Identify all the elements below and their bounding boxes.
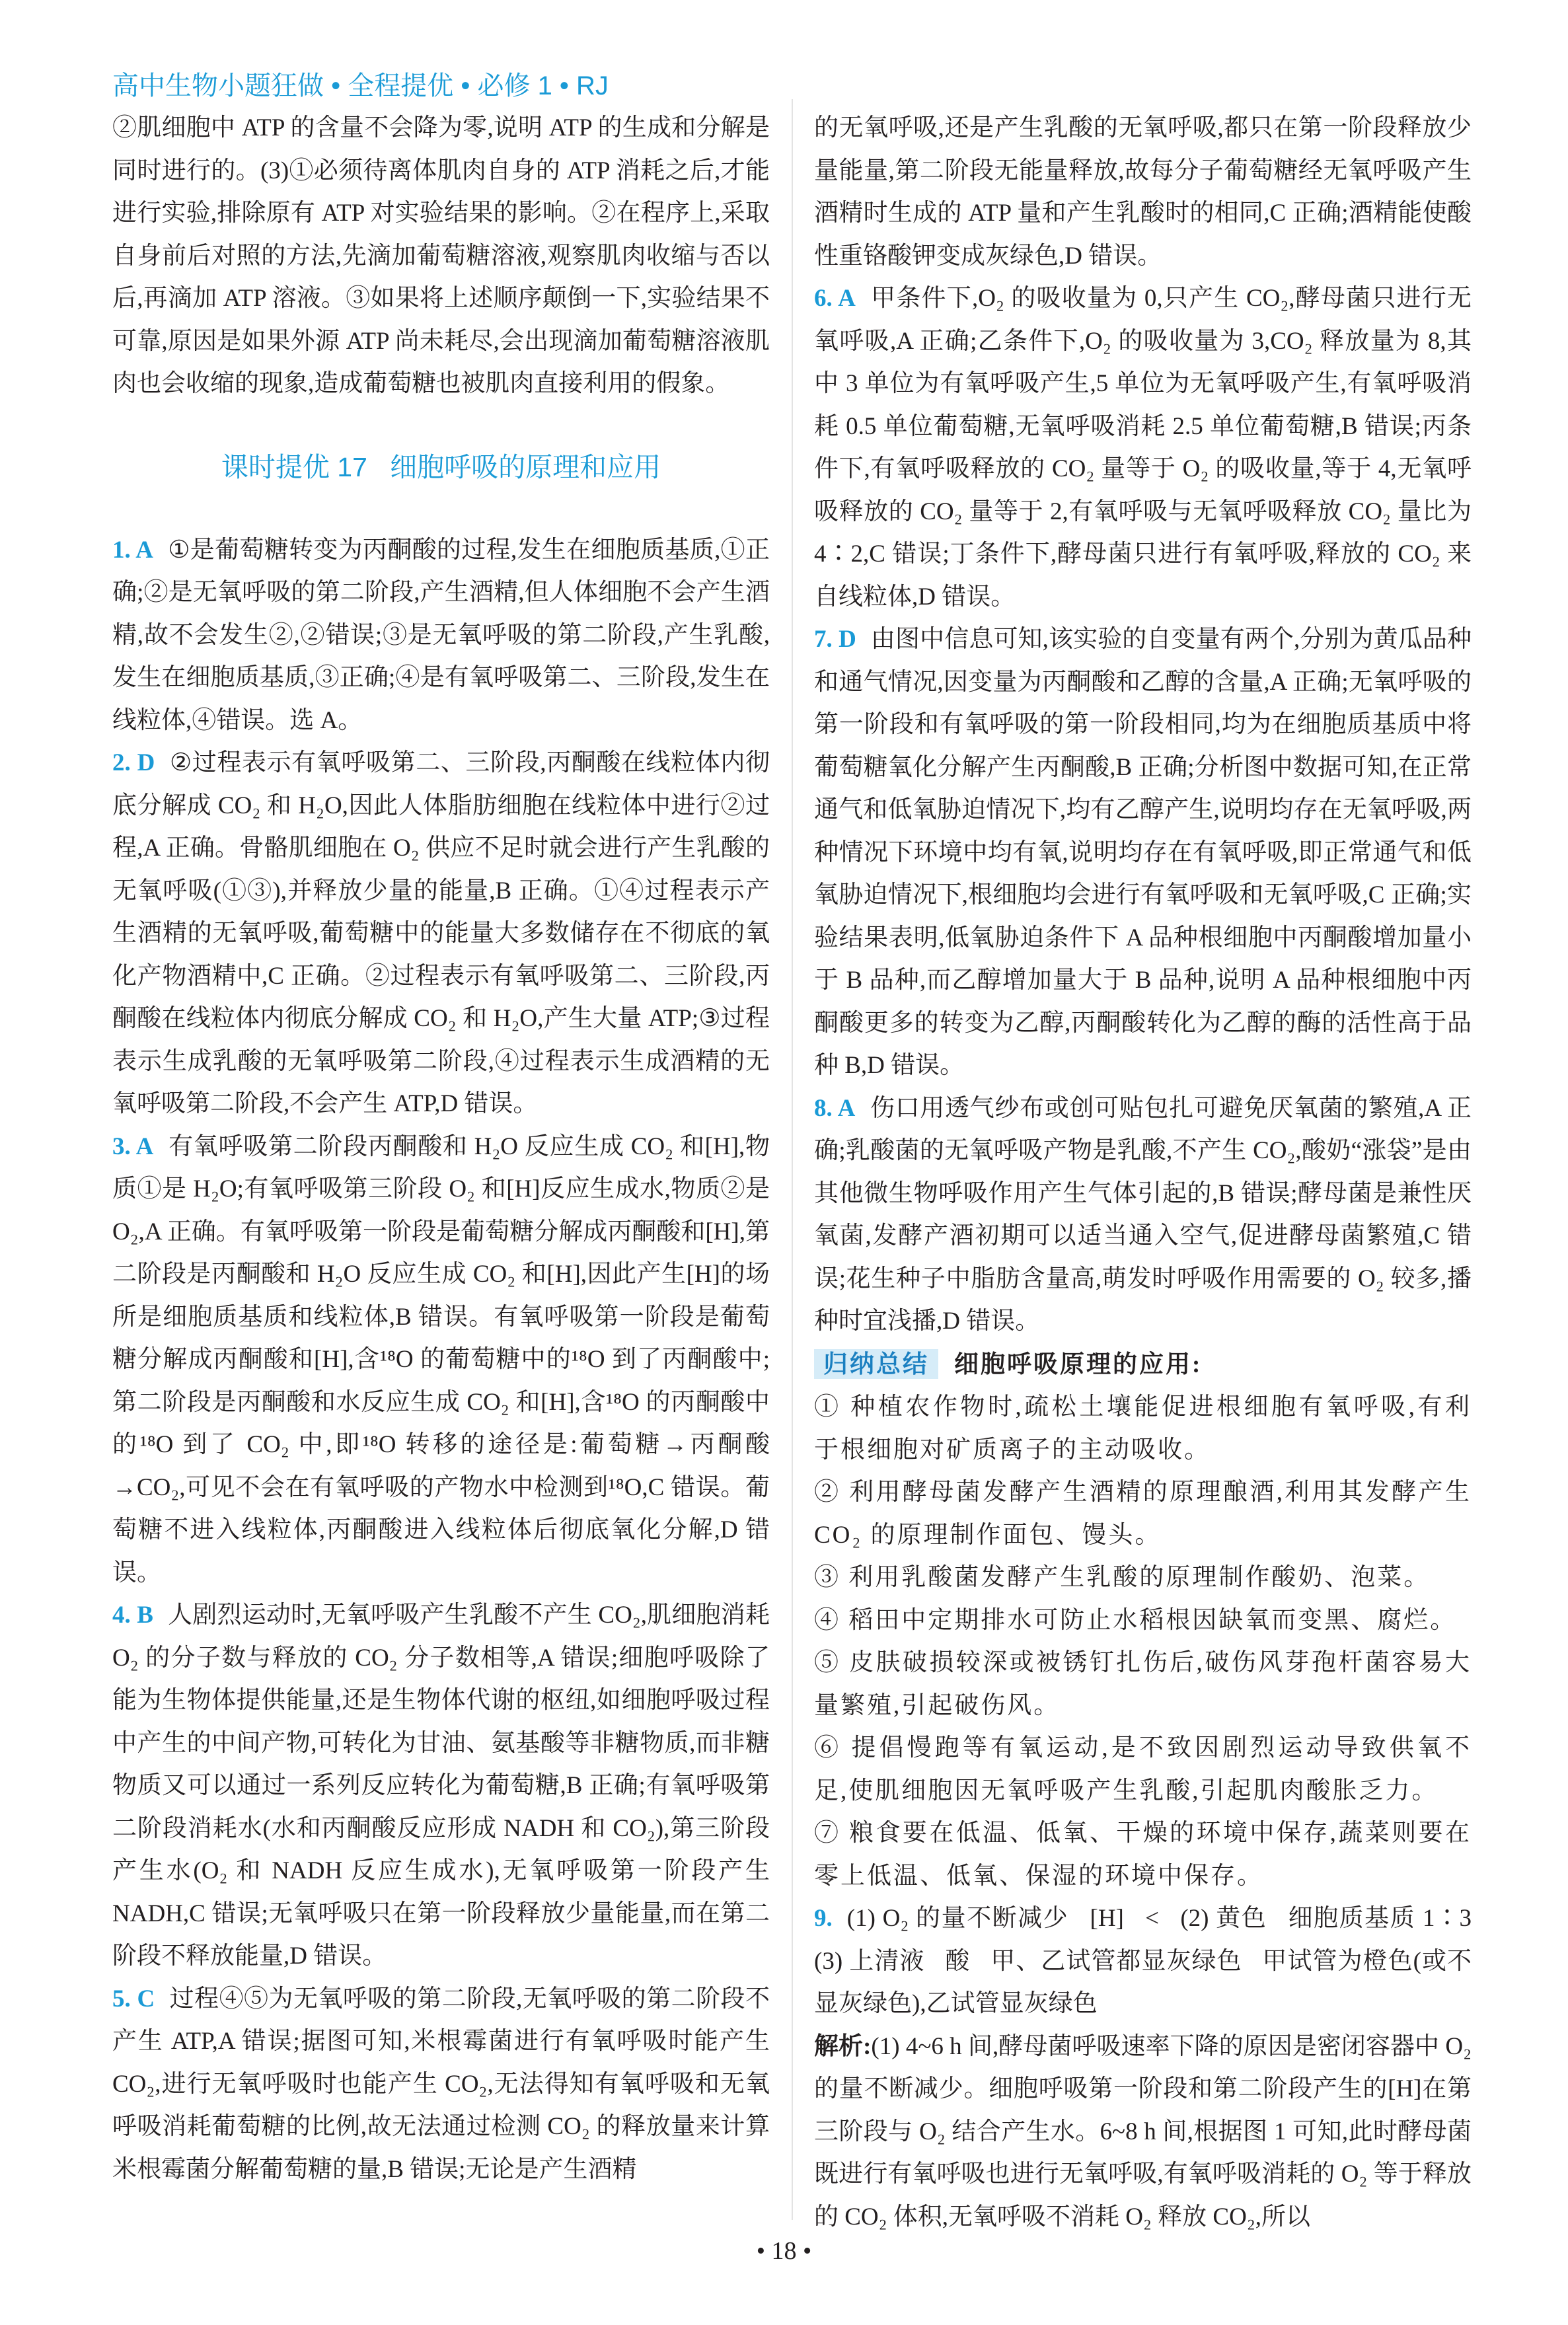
summary-heading xyxy=(814,1343,1472,1387)
summary-point: ① 种植农作物时,疏松土壤能促进根细胞有氧呼吸,有利于根细胞对矿质离子的主动吸收。 xyxy=(814,1393,1472,1463)
answer-label: 1. A xyxy=(112,536,153,564)
analysis-text: (1) 4~6 h 间,酵母菌呼吸速率下降的原因是密闭容器中 O₂ 的量不断减少。细胞呼吸第一阶段和第二阶段产生的[H]在第三阶段与 O₂ 结合产生水。6~8 h 间,根据图 1 可知,此时酵母菌既进行有氧呼吸也进行无氧呼吸,有氧呼吸消耗的 O₂ 等于释放的 CO₂ 体积,无氧呼吸不消耗 O₂ 释放 CO₂,所以 xyxy=(814,2032,1472,2231)
answer-item-9 xyxy=(814,1898,1484,2026)
answer-label: 8. A xyxy=(814,1094,856,1122)
summary-title: 细胞呼吸原理的应用: xyxy=(954,1350,1203,1378)
answer-label: 3. A xyxy=(112,1132,154,1160)
series-header: 高中生物小题狂做 • 全程提优 • 必修 1 • RJ xyxy=(112,71,609,100)
answer-label: 4. B xyxy=(112,1602,153,1629)
answer-item xyxy=(814,277,1472,618)
answer-text: 由图中信息可知,该实验的自变量有两个,分别为黄瓜品种和通气情况,因变量为丙酮酸和乙醇的含量,A 正确;无氧呼吸的第一阶段和有氧呼吸的第一阶段相同,均为在细胞质基质中将葡萄糖氧化分解产生丙酮酸,B 正确;分析图中数据可知,在正常通气和低氧胁迫情况下,均有乙醇产生,说明均存在无氧呼吸,两种情况下环境中均有氧,说明均存在有氧呼吸,即正常通气和低氧胁迫情况下,根细胞均会进行有氧呼吸和无氧呼吸,C 正确;实验结果表明,低氧胁迫条件下 A 品种根细胞中丙酮酸增加量小于 B 品种,而乙醇增加量大于 B 品种,说明 A 品种根细胞中丙酮酸更多的转变为乙醇,丙酮酸转化为乙醇的酶的活性高于品种 B,D 错误。 xyxy=(814,626,1472,1079)
page-number: • 18 • xyxy=(756,2237,812,2265)
column-divider xyxy=(792,99,793,2220)
analysis-label: 解析: xyxy=(814,2032,872,2060)
summary-point: ④ 稻田中定期排水可防止水稻根因缺氧而变黑、腐烂。 xyxy=(814,1606,1457,1634)
answer-text: ②过程表示有氧呼吸第二、三阶段,丙酮酸在线粒体内彻底分解成 CO₂ 和 H₂O,因此人体脂肪细胞在线粒体中进行②过程,A 正确。骨骼肌细胞在 O₂ 供应不足时就会进行产生乳酸的无氧呼吸(①③),并释放少量的能量,B 正确。①④过程表示产生酒精的无氧呼吸,葡萄糖中的能量大多数储存在不彻底的氧化产物酒精中,C 正确。②过程表示有氧呼吸第二、三阶段,丙酮酸在线粒体内彻底分解成 CO₂ 和 H₂O,产生大量 ATP;③过程表示生成乳酸的无氧呼吸第二阶段,④过程表示生成酒精的无氧呼吸第二阶段,不会产生 ATP,D 错误。 xyxy=(112,749,770,1117)
answer-item-continued: 的无氧呼吸,还是产生乳酸的无氧呼吸,都只在第一阶段释放少量能量,第二阶段无能量释放,故每分子葡萄糖经无氧呼吸产生酒精时生成的 ATP 量和产生乳酸时的相同,C 正确;酒精能使酸性重铬酸钾变成灰绿色,D 错误。 xyxy=(814,114,1472,270)
answer-text: 有氧呼吸第二阶段丙酮酸和 H₂O 反应生成 CO₂ 和[H],物质①是 H₂O;有氧呼吸第三阶段 O₂ 和[H]反应生成水,物质②是 O₂,A 正确。有氧呼吸第一阶段是葡萄糖分解成丙酮酸和[H],第二阶段是丙酮酸和 H₂O 反应生成 CO₂ 和[H],因此产生[H]的场所是细胞质基质和线粒体,B 错误。有氧呼吸第一阶段是葡萄糖分解成丙酮酸和[H],含¹⁸O 的葡萄糖中的¹⁸O 到了丙酮酸中;第二阶段是丙酮酸和水反应生成 CO₂ 和[H],含¹⁸O 的丙酮酸中的¹⁸O 到了 CO₂ 中,即¹⁸O 转移的途径是:葡萄糖→丙酮酸→CO₂,可见不会在有氧呼吸的产物水中检测到¹⁸O,C 错误。葡萄糖不进入线粒体,丙酮酸进入线粒体后彻底氧化分解,D 错误。 xyxy=(112,1132,770,1586)
summary-point: ② 利用酵母菌发酵产生酒精的原理酿酒,利用其发酵产生 CO₂ 的原理制作面包、馒头。 xyxy=(814,1479,1472,1549)
summary-point: ⑥ 提倡慢跑等有氧运动,是不致因剧烈运动导致供氧不足,使肌细胞因无氧呼吸产生乳酸,引起肌肉酸胀乏力。 xyxy=(814,1734,1472,1804)
answer-item xyxy=(112,529,770,743)
answer-item xyxy=(112,1978,770,2192)
answer-label: 5. C xyxy=(112,1985,155,2012)
answer-label: 9. xyxy=(814,1905,833,1932)
answer-text: ①是葡萄糖转变为丙酮酸的过程,发生在细胞质基质,①正确;②是无氧呼吸的第二阶段,产生酒精,但人体细胞不会产生酒精,故不会发生②,②错误;③是无氧呼吸的第二阶段,产生乳酸,发生在细胞质基质,③正确;④是有氧呼吸第二、三阶段,发生在线粒体,④错误。选 A。 xyxy=(112,536,770,734)
answer-item xyxy=(112,742,770,1126)
summary-tag: 归纳总结 xyxy=(814,1349,938,1379)
section-title: 课时提优 17 细胞呼吸的原理和应用 xyxy=(221,451,661,482)
summary-point: ③ 利用乳酸菌发酵产生乳酸的原理制作酸奶、泡菜。 xyxy=(814,1564,1431,1591)
left-column xyxy=(112,107,770,2191)
answer-item xyxy=(814,618,1472,1088)
summary-box xyxy=(814,1343,1472,1898)
answer-item xyxy=(814,1088,1472,1343)
answer-item xyxy=(112,1594,770,1978)
answer-text: 伤口用透气纱布或创可贴包扎可避免厌氧菌的繁殖,A 正确;乳酸菌的无氧呼吸产物是乳酸,不产生 CO₂,酸奶“涨袋”是由其他微生物呼吸作用产生气体引起的,B 错误;酵母菌是兼性厌氧菌,发酵产酒初期可以适当通入空气,促进酵母菌繁殖,C 错误;花生种子中脂肪含量高,萌发时呼吸作用需要的 O₂ 较多,播种时宜浅播,D 错误。 xyxy=(814,1094,1472,1335)
answer-text: (1) O₂ 的量不断减少 [H] < (2) 黄色 细胞质基质 1∶3 (3) 上清液 酸 甲、乙试管都显灰绿色 甲试管为橙色(或不显灰绿色),乙试管显灰绿色 xyxy=(814,1905,1484,2017)
answer-text: 人剧烈运动时,无氧呼吸产生乳酸不产生 CO₂,肌细胞消耗 O₂ 的分子数与释放的 CO₂ 分子数相等,A 错误;细胞呼吸除了能为生物体提供能量,还是生物体代谢的枢纽,如细胞呼吸过程中产生的中间产物,可转化为甘油、氨基酸等非糖物质,而非糖物质又可以通过一系列反应转化为葡萄糖,B 正确;有氧呼吸第二阶段消耗水(水和丙酮酸反应形成 NADH 和 CO₂),第三阶段产生水(O₂ 和 NADH 反应生成水),无氧呼吸第一阶段产生 NADH,C 错误;无氧呼吸只在第一阶段释放少量能量,而在第二阶段不释放能量,D 错误。 xyxy=(112,1602,770,1970)
summary-point: ⑦ 粮食要在低温、低氧、干燥的环境中保存,蔬菜则要在零上低温、低氧、保湿的环境中保存。 xyxy=(814,1820,1472,1890)
answer-text: 甲条件下,O₂ 的吸收量为 0,只产生 CO₂,酵母菌只进行无氧呼吸,A 正确;乙条件下,O₂ 的吸收量为 3,CO₂ 释放量为 8,其中 3 单位为有氧呼吸产生,5 单位为无氧呼吸产生,有氧呼吸消耗 0.5 单位葡萄糖,无氧呼吸消耗 2.5 单位葡萄糖,B 错误;丙条件下,有氧呼吸释放的 CO₂ 量等于 O₂ 的吸收量,等于 4,无氧呼吸释放的 CO₂ 量等于 2,有氧呼吸与无氧呼吸释放 CO₂ 量比为 4∶2,C 错误;丁条件下,酵母菌只进行有氧呼吸,释放的 CO₂ 来自线粒体,D 错误。 xyxy=(814,285,1472,610)
answer-item xyxy=(112,1126,770,1595)
answer-text: 过程④⑤为无氧呼吸的第二阶段,无氧呼吸的第二阶段不产生 ATP,A 错误;据图可知,米根霉菌进行有氧呼吸时能产生 CO₂,进行无氧呼吸时也能产生 CO₂,无法得知有氧呼吸和无氧呼吸消耗葡萄糖的比例,故无法通过检测 CO₂ 的释放量来计算米根霉菌分解葡萄糖的量,B 错误;无论是产生酒精 xyxy=(112,1985,770,2183)
summary-point: ⑤ 皮肤破损较深或被锈钉扎伤后,破伤风芽孢杆菌容易大量繁殖,引起破伤风。 xyxy=(814,1649,1472,1719)
intro-paragraph: ②肌细胞中 ATP 的含量不会降为零,说明 ATP 的生成和分解是同时进行的。(3)①必须待离体肌肉自身的 ATP 消耗之后,才能进行实验,排除原有 ATP 对实验结果的影响。②在程序上,采取自身前后对照的方法,先滴加葡萄糖溶液,观察肌肉收缩与否以后,再滴加 ATP 溶液。③如果将上述顺序颠倒一下,实验结果不可靠,原因是如果外源 ATP 尚未耗尽,会出现滴加葡萄糖溶液肌肉也会收缩的现象,造成葡萄糖也被肌肉直接利用的假象。 xyxy=(112,114,770,397)
answer-label: 2. D xyxy=(112,749,155,776)
right-column xyxy=(814,107,1484,2238)
analysis-paragraph xyxy=(814,2026,1472,2239)
answer-label: 6. A xyxy=(814,285,856,312)
answer-label: 7. D xyxy=(814,626,856,653)
